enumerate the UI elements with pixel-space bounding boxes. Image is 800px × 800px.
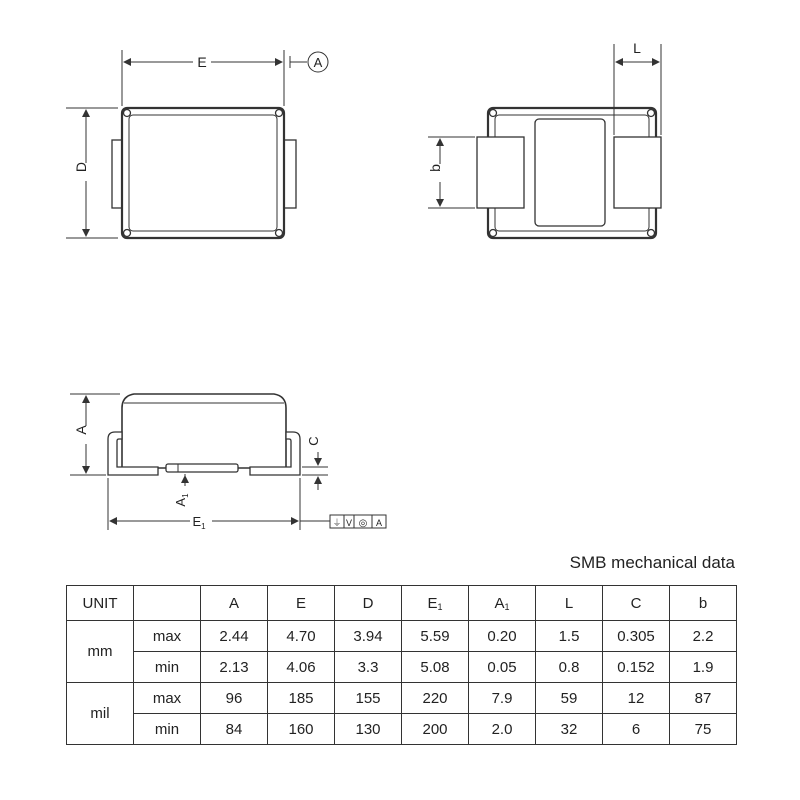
tolerance-datum-a: A — [375, 518, 383, 528]
table-cell: 84 — [201, 714, 268, 745]
row-label: min — [134, 652, 201, 683]
label-l: L — [633, 40, 641, 56]
label-c: C — [306, 436, 321, 446]
table-cell: 200 — [402, 714, 469, 745]
dim-e — [122, 50, 328, 106]
table-cell: 3.94 — [335, 621, 402, 652]
header-col: E — [268, 586, 335, 621]
table-cell: 7.9 — [469, 683, 536, 714]
tolerance-flat-symbol: ⏚ — [332, 518, 342, 528]
table-header-row — [67, 586, 737, 621]
label-e: E — [197, 54, 207, 70]
table-cell: 130 — [335, 714, 402, 745]
table-cell: 12 — [603, 683, 670, 714]
table-row — [67, 714, 737, 745]
tolerance-concentric-symbol: ◎ — [358, 518, 368, 529]
table-cell: 0.20 — [469, 621, 536, 652]
side-view — [70, 394, 386, 530]
table-cell: 0.152 — [603, 652, 670, 683]
label-d: D — [73, 161, 89, 173]
table-cell: 160 — [268, 714, 335, 745]
top-view-body-outer — [122, 108, 284, 238]
top-view — [66, 50, 328, 238]
header-col: b — [670, 586, 737, 621]
table-cell: 185 — [268, 683, 335, 714]
side-view-body — [122, 394, 286, 468]
table-cell: 0.05 — [469, 652, 536, 683]
table-cell: 4.06 — [268, 652, 335, 683]
header-col: L — [536, 586, 603, 621]
table-cell: 2.0 — [469, 714, 536, 745]
table-cell: 4.70 — [268, 621, 335, 652]
bottom-view — [428, 44, 661, 238]
table-cell: 2.44 — [201, 621, 268, 652]
header-col: D — [335, 586, 402, 621]
table-cell: 0.305 — [603, 621, 670, 652]
table-cell: 3.3 — [335, 652, 402, 683]
header-col: C — [603, 586, 670, 621]
dim-e1 — [108, 478, 330, 530]
table-row — [67, 652, 737, 683]
label-a: A — [73, 425, 89, 435]
table-row — [67, 621, 737, 652]
table-cell: 220 — [402, 683, 469, 714]
table-cell: 96 — [201, 683, 268, 714]
unit-cell-mm: mm — [67, 621, 134, 683]
unit-cell-mil: mil — [67, 683, 134, 745]
row-label: min — [134, 714, 201, 745]
table-cell: 87 — [670, 683, 737, 714]
dim-c — [302, 452, 328, 490]
table-caption: SMB mechanical data — [569, 553, 735, 572]
table-cell: 6 — [603, 714, 670, 745]
mechanical-data-table — [66, 585, 737, 745]
table-cell: 5.08 — [402, 652, 469, 683]
table-row — [67, 683, 737, 714]
table-cell: 32 — [536, 714, 603, 745]
table-cell: 1.9 — [670, 652, 737, 683]
table-cell: 155 — [335, 683, 402, 714]
bottom-view-right-pad — [614, 137, 661, 208]
header-blank — [134, 586, 201, 621]
header-col: $E_1$ — [402, 586, 469, 621]
label-a1: $A_1$ — [173, 493, 190, 507]
table-cell: 0.8 — [536, 652, 603, 683]
header-unit: UNIT — [67, 586, 134, 621]
table-cell: 75 — [670, 714, 737, 745]
table-cell: 1.5 — [536, 621, 603, 652]
header-col: A — [201, 586, 268, 621]
bottom-view-left-pad — [477, 137, 524, 208]
side-view-center-pad — [166, 464, 238, 472]
row-label: max — [134, 621, 201, 652]
label-e1: $E_1$ — [192, 514, 206, 531]
tolerance-v-symbol: V — [345, 518, 353, 528]
label-b: b — [427, 164, 443, 172]
table-cell: 5.59 — [402, 621, 469, 652]
label-datum-a: A — [313, 55, 323, 70]
table-cell: 2.13 — [201, 652, 268, 683]
row-label: max — [134, 683, 201, 714]
header-col: $A_1$ — [469, 586, 536, 621]
table-cell: 2.2 — [670, 621, 737, 652]
table-cell: 59 — [536, 683, 603, 714]
